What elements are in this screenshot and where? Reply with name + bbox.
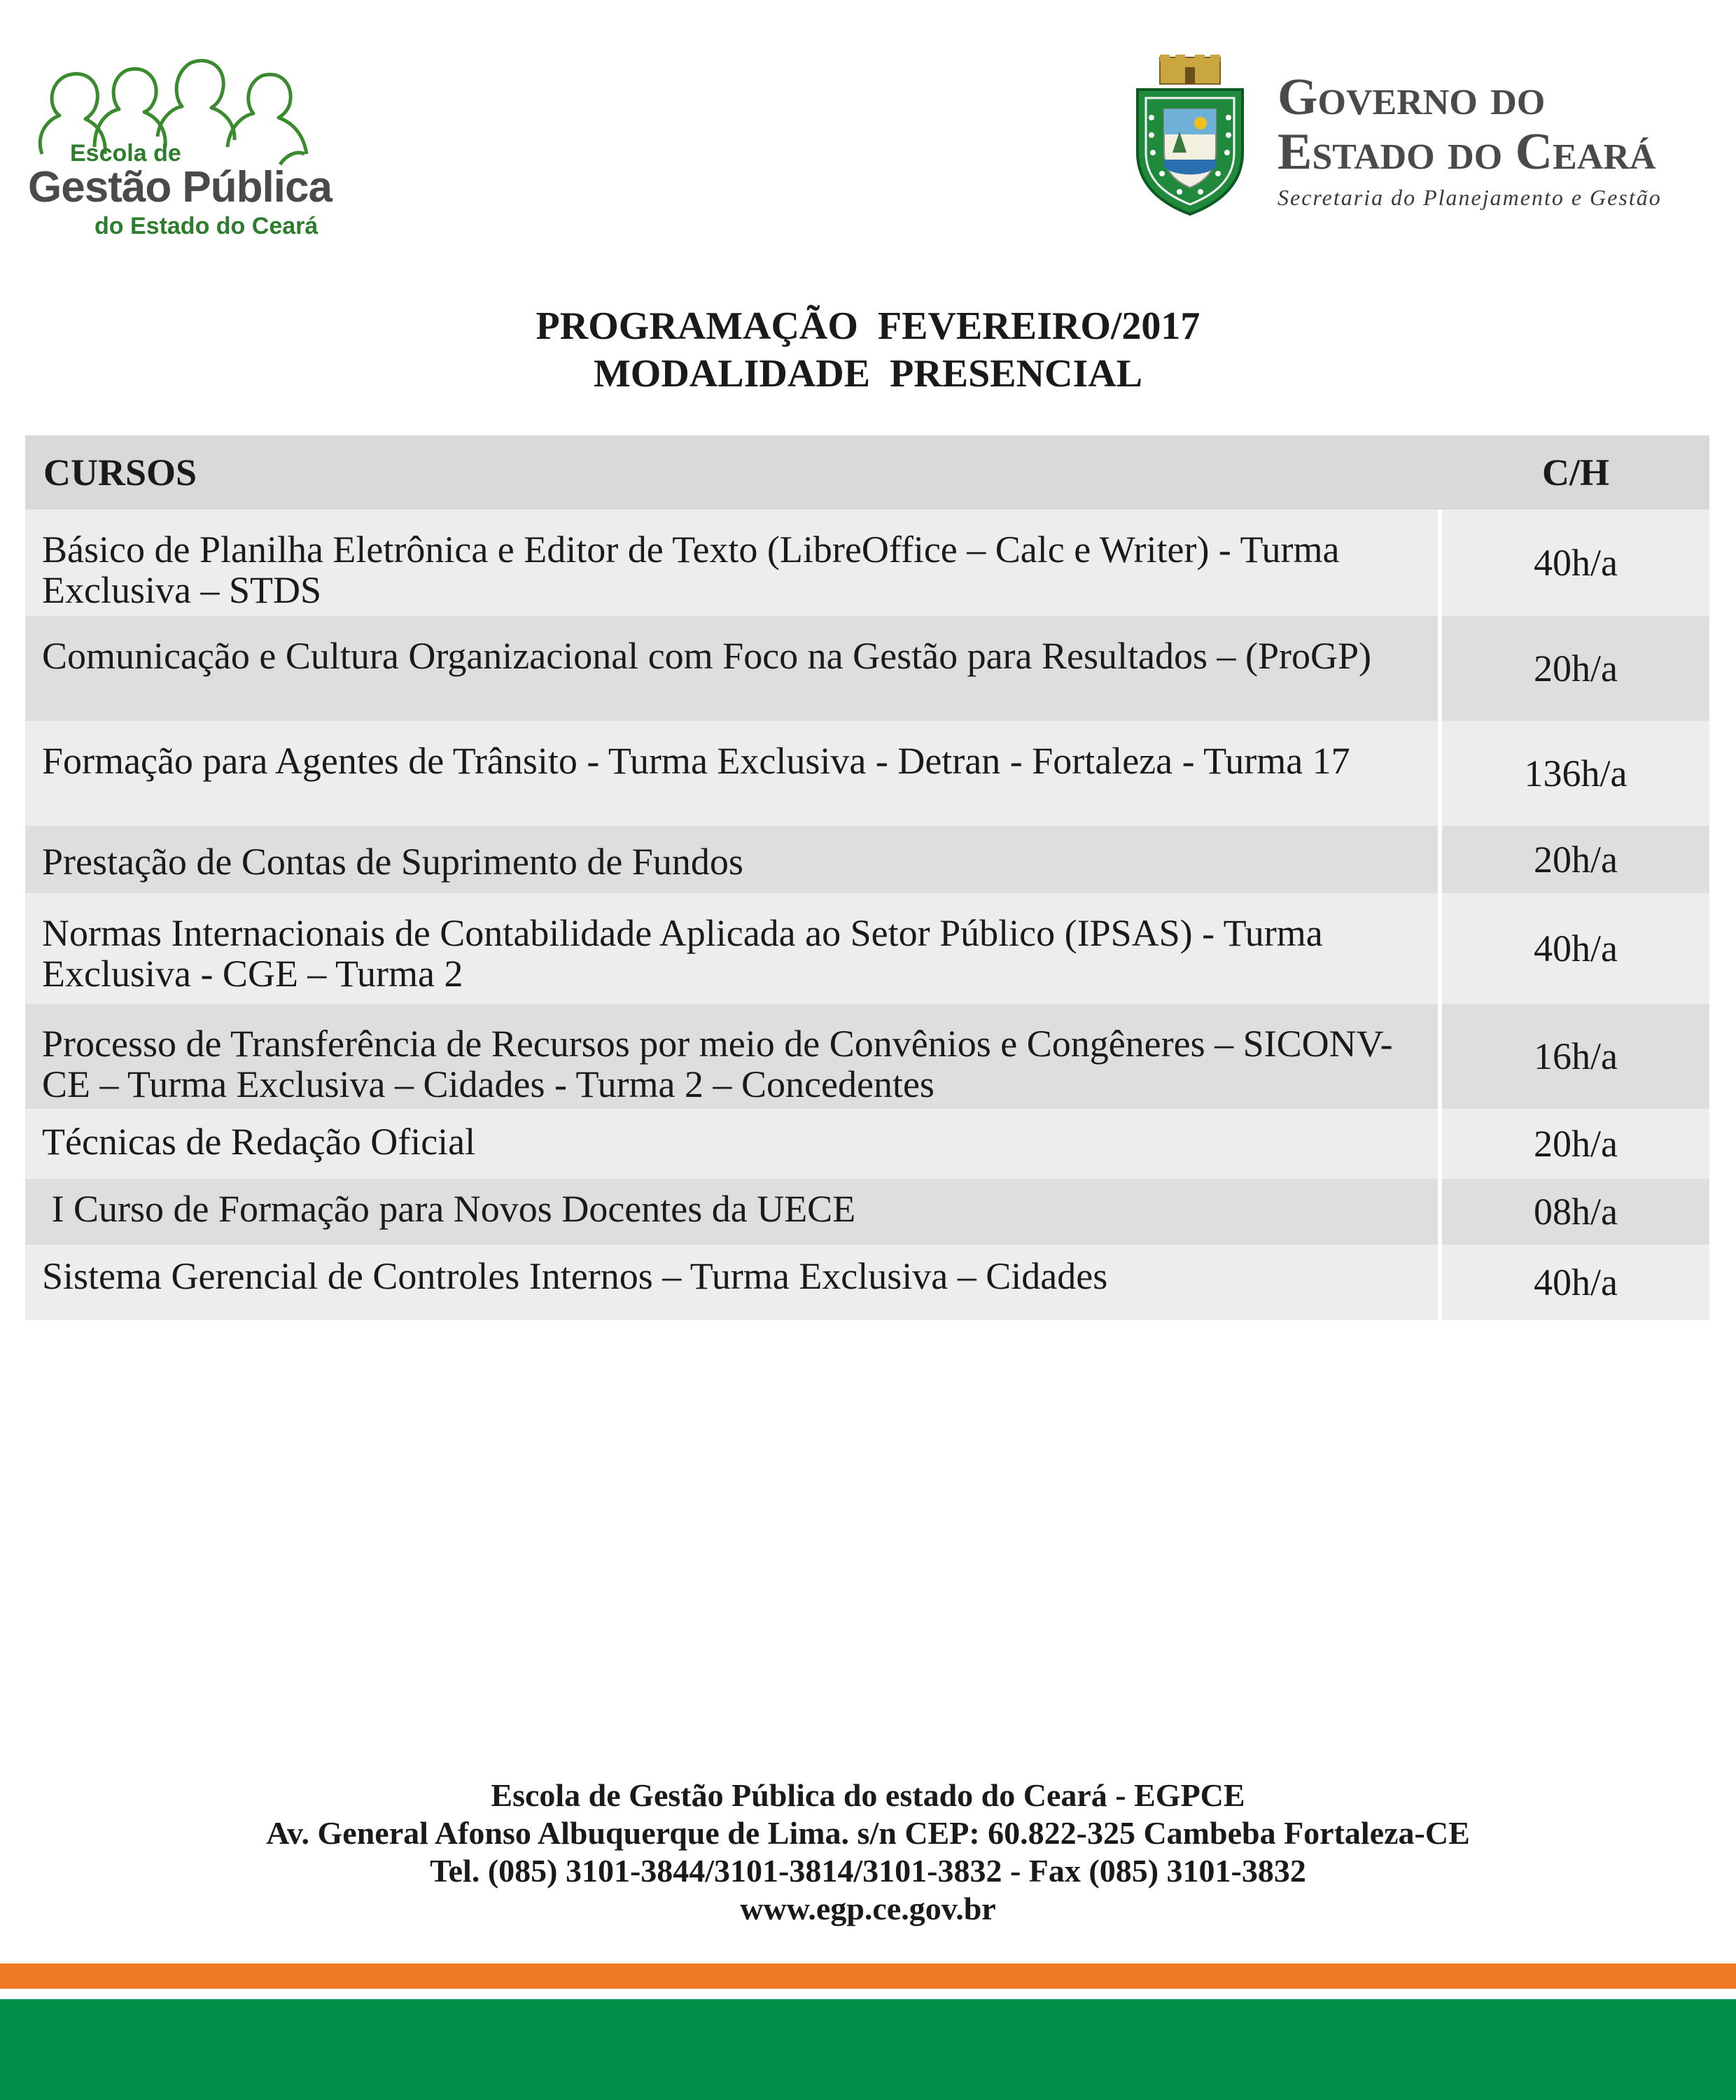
course-hours: 40h/a	[1534, 927, 1618, 969]
course-hours: 16h/a	[1534, 1035, 1618, 1077]
footer-website: www.egp.ce.gov.br	[740, 1891, 996, 1926]
table-row	[25, 826, 1709, 893]
course-hours: 40h/a	[1534, 1261, 1618, 1303]
table-row	[25, 1004, 1709, 1109]
column-header-courses: CURSOS	[43, 451, 197, 493]
footer-phone: Tel. (085) 3101-3844/3101-3814/3101-3832 - Fax (085) 3101-3832	[430, 1853, 1306, 1889]
footer-address-block	[0, 1777, 1736, 1928]
course-name: Sistema Gerencial de Controles Internos – Turma Exclusiva – Cidades	[25, 1245, 1442, 1320]
title-line1: PROGRAMAÇÃO FEVEREIRO/2017	[536, 304, 1200, 348]
school-logo-line2: Gestão Pública	[28, 163, 332, 211]
table-row	[25, 1245, 1709, 1320]
course-hours: 20h/a	[1534, 839, 1618, 881]
table-row	[25, 1109, 1709, 1179]
orange-footer-band	[0, 1963, 1736, 1989]
course-table	[25, 435, 1709, 1320]
green-footer-band	[0, 1999, 1736, 2100]
course-name: I Curso de Formação para Novos Docentes da UECE	[25, 1179, 1442, 1245]
ceara-coat-of-arms-icon	[1130, 55, 1250, 216]
course-name: Comunicação e Cultura Organizacional com Foco na Gestão para Resultados – (ProGP)	[25, 616, 1442, 721]
course-name: Processo de Transferência de Recursos por meio de Convênios e Congêneres – SICONV-CE – Turma Exclusiva – Cidades - Turma 2 – Concedentes	[25, 1004, 1442, 1109]
table-row	[25, 616, 1709, 721]
page-title	[0, 302, 1736, 398]
course-hours: 20h/a	[1534, 1123, 1618, 1165]
table-row	[25, 510, 1709, 616]
table-row	[25, 1179, 1709, 1245]
course-name: Normas Internacionais de Contabilidade Aplicada ao Setor Público (IPSAS) - Turma Exclusiva - CGE – Turma 2	[25, 893, 1442, 1004]
government-logo-text	[1278, 70, 1662, 211]
egp-logo	[28, 42, 336, 245]
course-hours: 40h/a	[1534, 542, 1618, 584]
government-logo-line3: Secretaria do Planejamento e Gestão	[1278, 185, 1662, 210]
footer-institution: Escola de Gestão Pública do estado do Ceará - EGPCE	[491, 1777, 1245, 1813]
table-row	[25, 721, 1709, 826]
course-name: Prestação de Contas de Suprimento de Fundos	[25, 826, 1442, 893]
table-header-row	[25, 435, 1709, 510]
column-header-hours: C/H	[1541, 451, 1609, 493]
course-name: Básico de Planilha Eletrônica e Editor de Texto (LibreOffice – Calc e Writer) - Turma Exclusiva – STDS	[25, 510, 1442, 616]
table-row	[25, 893, 1709, 1004]
school-logo-line3: do Estado do Ceará	[94, 213, 318, 239]
course-hours: 08h/a	[1534, 1191, 1618, 1233]
course-hours: 20h/a	[1534, 648, 1618, 690]
course-name: Técnicas de Redação Oficial	[25, 1109, 1442, 1179]
course-name: Formação para Agentes de Trânsito - Turma Exclusiva - Detran - Fortaleza - Turma 17	[25, 721, 1442, 826]
title-line2: MODALIDADE PRESENCIAL	[593, 352, 1143, 396]
government-logo-line1: Governo do	[1278, 69, 1546, 126]
footer-address: Av. General Afonso Albuquerque de Lima. s/n CEP: 60.822-325 Cambeba Fortaleza-CE	[266, 1815, 1470, 1851]
school-logo-line1: Escola de	[70, 140, 181, 167]
course-hours: 136h/a	[1524, 752, 1628, 794]
government-logo-line2: Estado do Ceará	[1278, 123, 1656, 181]
